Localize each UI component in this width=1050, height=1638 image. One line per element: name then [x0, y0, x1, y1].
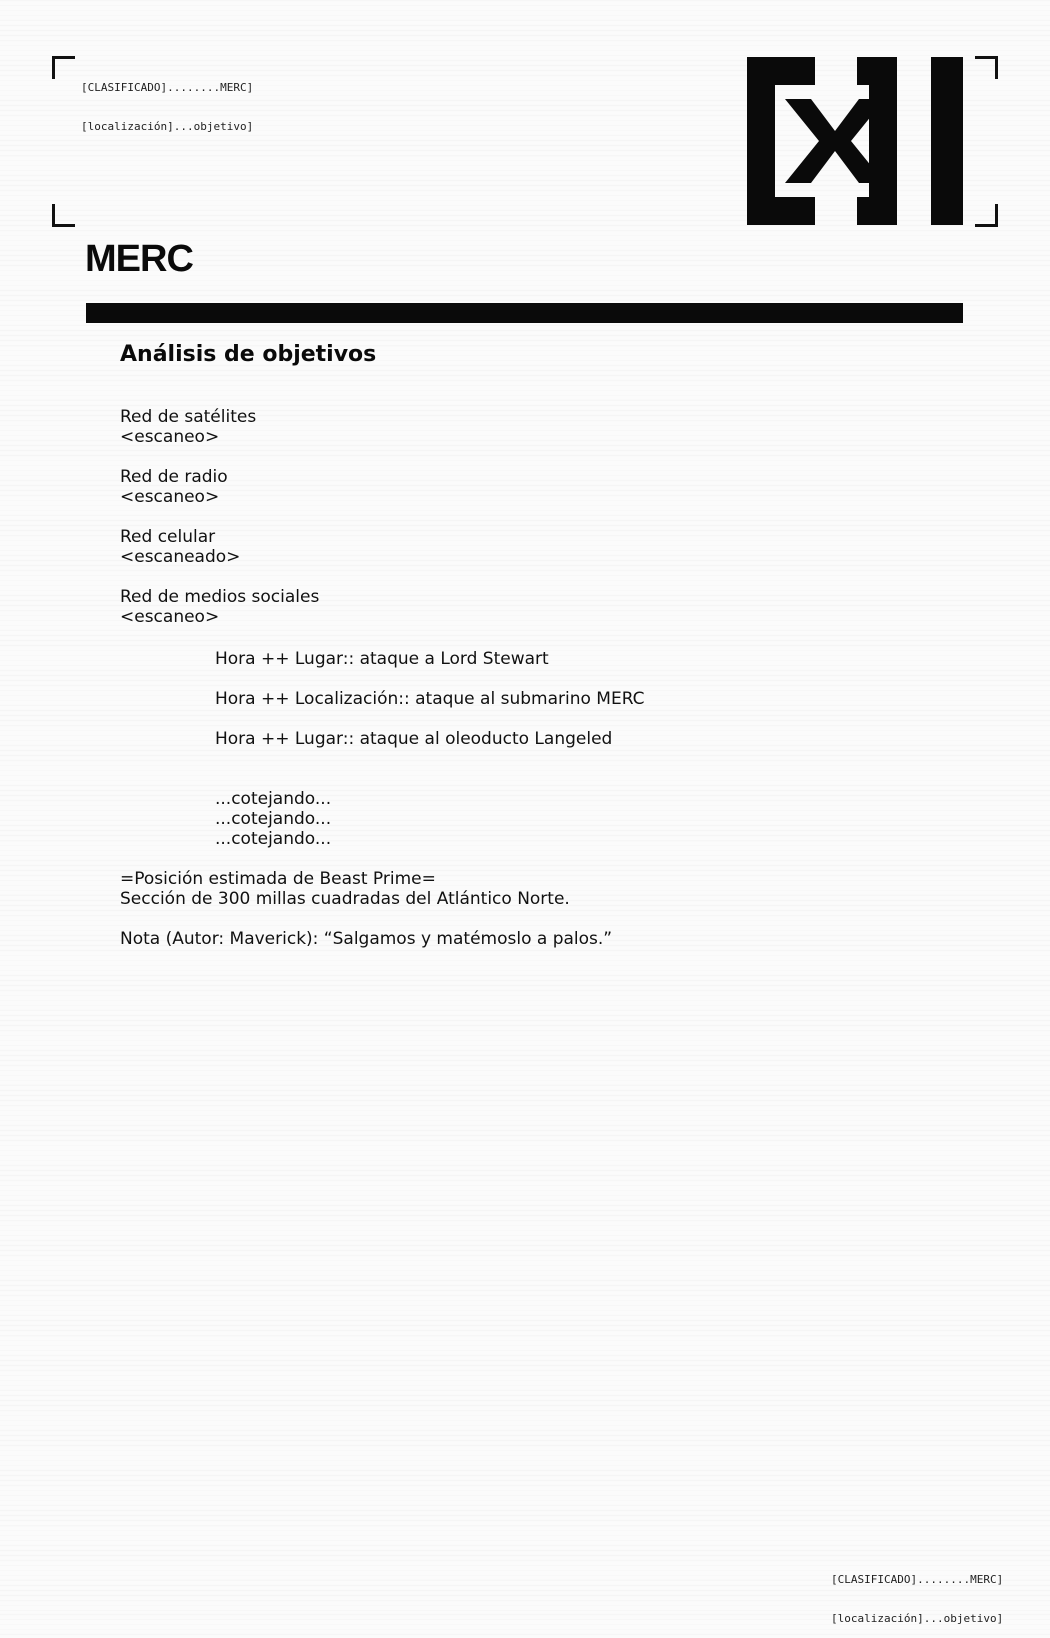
network-status: <escaneo> [120, 607, 220, 627]
network-name: Red de satélites [120, 407, 257, 427]
frame-corner-top-left [52, 56, 75, 79]
frame-corner-top-right [975, 56, 998, 79]
section-heading: Análisis de objetivos [120, 342, 377, 367]
network-entry-social-media [120, 587, 319, 627]
position-detail: Sección de 300 millas cuadradas del Atlántico Norte. [120, 889, 570, 909]
frame-corner-bottom-right [975, 204, 998, 227]
event-line: Hora ++ Lugar:: ataque a Lord Stewart [215, 649, 549, 669]
network-name: Red de radio [120, 467, 228, 487]
network-name: Red de medios sociales [120, 587, 320, 607]
event-line: Hora ++ Localización:: ataque al submarino MERC [215, 689, 645, 709]
classification-tag-top [81, 55, 253, 146]
classification-tag-line: [CLASIFICADO]........MERC] [831, 1573, 1004, 1586]
frame-corner-bottom-left [52, 204, 75, 227]
network-entry-cellular [120, 527, 240, 567]
estimated-position-block [120, 869, 570, 909]
author-note: Nota (Autor: Maverick): “Salgamos y matémoslo a palos.” [120, 929, 613, 949]
position-heading: =Posición estimada de Beast Prime= [120, 869, 436, 889]
collating-block [215, 789, 331, 849]
network-status: <escaneo> [120, 427, 220, 447]
collating-line: ...cotejando... [215, 789, 332, 809]
collating-line: ...cotejando... [215, 809, 332, 829]
event-line: Hora ++ Lugar:: ataque al oleoducto Langeled [215, 729, 613, 749]
network-entry-satellite [120, 407, 256, 447]
location-tag-line: [localización]...objetivo] [831, 1612, 1004, 1625]
network-status: <escaneado> [120, 547, 241, 567]
title-divider [86, 303, 963, 323]
classification-tag-bottom [831, 1547, 1003, 1638]
document-title: MERC [85, 238, 193, 280]
network-name: Red celular [120, 527, 216, 547]
network-entry-radio [120, 467, 228, 507]
collating-line: ...cotejando... [215, 829, 332, 849]
classification-tag-line: [CLASIFICADO]........MERC] [81, 81, 254, 94]
location-tag-line: [localización]...objetivo] [81, 120, 254, 133]
bracket-x-logo-icon [747, 57, 963, 225]
network-status: <escaneo> [120, 487, 220, 507]
